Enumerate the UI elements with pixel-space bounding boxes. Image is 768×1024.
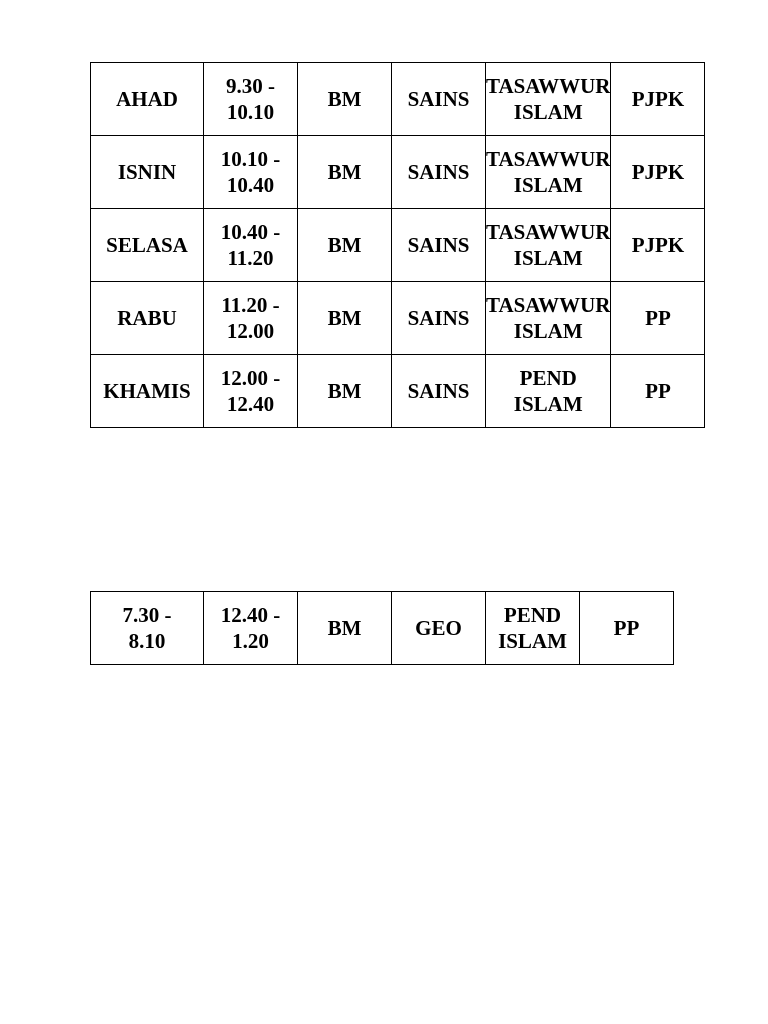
time-cell bbox=[204, 282, 298, 355]
subject-line: TASAWWUR bbox=[486, 74, 611, 98]
day-cell: KHAMIS bbox=[91, 355, 204, 428]
table-row bbox=[91, 136, 705, 209]
subject-cell bbox=[486, 355, 611, 428]
subject-cell: PJPK bbox=[611, 136, 705, 209]
table-row bbox=[91, 282, 705, 355]
subject-line: ISLAM bbox=[513, 392, 583, 416]
day-cell: AHAD bbox=[91, 63, 204, 136]
subject-cell: BM bbox=[298, 592, 392, 665]
subject-cell: SAINS bbox=[392, 136, 486, 209]
time-start: 7.30 - bbox=[122, 603, 172, 627]
time-end: 10.10 bbox=[226, 100, 275, 124]
subject-cell: BM bbox=[298, 282, 392, 355]
subject-line: ISLAM bbox=[513, 246, 583, 270]
subject-cell: PJPK bbox=[611, 209, 705, 282]
subject-line: ISLAM bbox=[498, 629, 567, 653]
subject-cell: PP bbox=[611, 282, 705, 355]
subject-line: TASAWWUR bbox=[486, 220, 611, 244]
time-cell bbox=[204, 136, 298, 209]
subject-line: TASAWWUR bbox=[486, 147, 611, 171]
day-cell: ISNIN bbox=[91, 136, 204, 209]
subject-line: ISLAM bbox=[513, 173, 583, 197]
subject-line: ISLAM bbox=[513, 100, 583, 124]
subject-cell: BM bbox=[298, 63, 392, 136]
subject-cell bbox=[486, 282, 611, 355]
time-start: 9.30 - bbox=[226, 74, 275, 98]
subject-cell: PP bbox=[611, 355, 705, 428]
table-row bbox=[91, 355, 705, 428]
day-cell: RABU bbox=[91, 282, 204, 355]
table-row bbox=[91, 209, 705, 282]
time-start: 12.00 - bbox=[220, 366, 281, 390]
timetable-extra bbox=[90, 591, 674, 665]
subject-cell: GEO bbox=[392, 592, 486, 665]
time-cell bbox=[204, 63, 298, 136]
time-end: 12.40 bbox=[226, 392, 275, 416]
time-end: 1.20 bbox=[232, 629, 269, 653]
subject-cell: SAINS bbox=[392, 282, 486, 355]
subject-cell: PP bbox=[580, 592, 674, 665]
subject-cell bbox=[486, 63, 611, 136]
day-cell: SELASA bbox=[91, 209, 204, 282]
time-start: 10.40 - bbox=[220, 220, 281, 244]
table-row bbox=[91, 63, 705, 136]
time-start: 10.10 - bbox=[220, 147, 281, 171]
subject-line: PEND bbox=[519, 366, 577, 390]
time-end: 10.40 bbox=[226, 173, 275, 197]
time-cell bbox=[204, 592, 298, 665]
time-end: 11.20 bbox=[227, 246, 274, 270]
subject-cell: PJPK bbox=[611, 63, 705, 136]
time-cell bbox=[91, 592, 204, 665]
time-cell bbox=[204, 209, 298, 282]
subject-cell: BM bbox=[298, 355, 392, 428]
time-cell bbox=[204, 355, 298, 428]
subject-cell bbox=[486, 209, 611, 282]
subject-cell: SAINS bbox=[392, 63, 486, 136]
subject-line: TASAWWUR bbox=[486, 293, 611, 317]
subject-cell bbox=[486, 136, 611, 209]
subject-cell: BM bbox=[298, 136, 392, 209]
time-start: 11.20 - bbox=[221, 293, 280, 317]
subject-cell: SAINS bbox=[392, 209, 486, 282]
time-end: 8.10 bbox=[128, 629, 166, 653]
time-start: 12.40 - bbox=[220, 603, 281, 627]
table-row bbox=[91, 592, 674, 665]
subject-line: PEND bbox=[503, 603, 562, 627]
time-end: 12.00 bbox=[226, 319, 275, 343]
subject-cell bbox=[486, 592, 580, 665]
timetable-main bbox=[90, 62, 705, 428]
subject-line: ISLAM bbox=[513, 319, 583, 343]
subject-cell: SAINS bbox=[392, 355, 486, 428]
subject-cell: BM bbox=[298, 209, 392, 282]
